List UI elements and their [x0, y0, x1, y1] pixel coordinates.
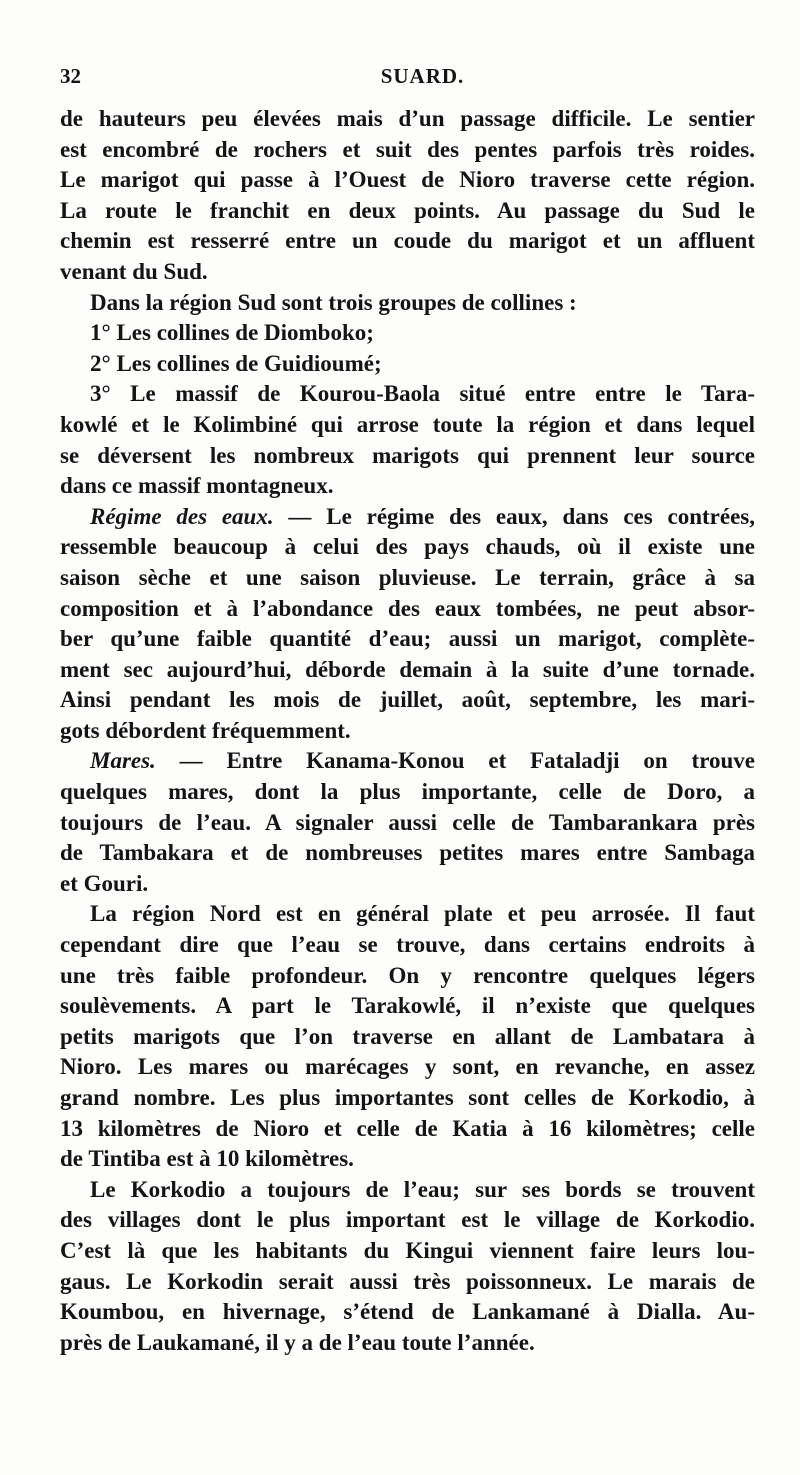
- text-line: [60, 1144, 755, 1175]
- text-line: [60, 165, 755, 196]
- text-line: [60, 594, 755, 625]
- line-text: kowlé et le Kolimbiné qui arrose toute la région et dans lequel: [60, 411, 755, 437]
- text-line: [60, 716, 755, 747]
- page-number: 32: [60, 64, 81, 88]
- text-line: [60, 104, 755, 135]
- line-text: 1° Les collines de Diomboko;: [90, 320, 374, 346]
- line-text: soulèvements. A part le Tarakowlé, il n’existe que quelques: [60, 993, 755, 1019]
- line-text: gaus. Le Korkodin serait aussi très poissonneux. Le marais de: [60, 1268, 755, 1294]
- section-heading: Régime des eaux.: [90, 503, 274, 529]
- text-line: [60, 746, 755, 777]
- text-line: [60, 1175, 755, 1206]
- text-line: [60, 899, 755, 930]
- text-line: [60, 1114, 755, 1145]
- text-line: [60, 318, 755, 349]
- line-text: ressemble beaucoup à celui des pays chauds, où il existe une: [60, 534, 755, 560]
- line-text: — Le régime des eaux, dans ces contrées,: [273, 503, 756, 529]
- text-line: [60, 869, 755, 900]
- line-text: La route le franchit en deux points. Au passage du Sud le: [60, 197, 755, 223]
- line-text: Dans la région Sud sont trois groupes de collines :: [90, 289, 577, 315]
- text-line: [60, 196, 755, 227]
- line-text: dans ce massif montagneux.: [60, 473, 334, 499]
- page-header: [60, 64, 755, 94]
- text-line: [60, 991, 755, 1022]
- line-text: de Tambakara et de nombreuses petites mares entre Sambaga: [60, 840, 755, 866]
- line-text: La région Nord est en général plate et peu arrosée. Il faut: [90, 901, 755, 927]
- text-line: [60, 257, 755, 288]
- line-text: petits marigots que l’on traverse en allant de Lambatara à: [60, 1023, 755, 1049]
- line-text: Ainsi pendant les mois de juillet, août, septembre, les mari-: [60, 687, 755, 713]
- line-text: C’est là que les habitants du Kingui viennent faire leurs lou-: [60, 1237, 755, 1263]
- text-line: [60, 685, 755, 716]
- text-line: [60, 930, 755, 961]
- line-text: de hauteurs peu élevées mais d’un passage difficile. Le sentier: [60, 106, 755, 131]
- text-line: [60, 563, 755, 594]
- text-line: [60, 471, 755, 502]
- text-line: [60, 624, 755, 655]
- line-text: de Tintiba est à 10 kilomètres.: [60, 1146, 354, 1172]
- line-text: grand nombre. Les plus importantes sont celles de Korkodio, à: [60, 1085, 755, 1110]
- line-text: gots débordent fréquemment.: [60, 717, 351, 743]
- text-line: [60, 1328, 755, 1359]
- text-line: [60, 1297, 755, 1328]
- text-line: [60, 808, 755, 839]
- line-text: des villages dont le plus important est le village de Korkodio.: [60, 1207, 755, 1233]
- text-line: [60, 532, 755, 563]
- line-text: se déversent les nombreux marigots qui prennent leur source: [60, 442, 755, 468]
- line-text: et Gouri.: [60, 870, 149, 896]
- text-line: [60, 1267, 755, 1298]
- text-line: [60, 226, 755, 257]
- text-line: [60, 410, 755, 441]
- line-text: 13 kilomètres de Nioro et celle de Katia à 16 kilomètres; celle: [60, 1115, 755, 1141]
- text-line: [60, 1083, 755, 1114]
- line-text: Koumbou, en hivernage, s’étend de Lankamané à Dialla. Au-: [60, 1299, 755, 1325]
- text-line: [60, 288, 755, 319]
- line-text: venant du Sud.: [60, 258, 208, 284]
- text-line: [60, 1236, 755, 1267]
- line-text: cependant dire que l’eau se trouve, dans certains endroits à: [60, 932, 755, 958]
- text-line: [60, 379, 755, 410]
- line-text: Le marigot qui passe à l’Ouest de Nioro traverse cette région.: [60, 167, 755, 193]
- body-text: [60, 104, 755, 1358]
- text-line: [60, 441, 755, 472]
- line-text: quelques mares, dont la plus importante, celle de Doro, a: [60, 779, 755, 805]
- line-text: est encombré de rochers et suit des pentes parfois très roides.: [60, 136, 755, 162]
- section-heading: Mares.: [90, 748, 156, 774]
- line-text: près de Laukamané, il y a de l’eau toute l’année.: [60, 1329, 535, 1355]
- line-text: 3° Le massif de Kourou-Baola situé entre entre le Tara-: [90, 381, 755, 407]
- line-text: Le Korkodio a toujours de l’eau; sur ses bords se trouvent: [90, 1176, 755, 1202]
- text-line: [60, 961, 755, 992]
- line-text: toujours de l’eau. A signaler aussi celle de Tambarankara près: [60, 809, 755, 835]
- text-line: [60, 502, 755, 533]
- line-text: composition et à l’abondance des eaux tombées, ne peut absor-: [60, 595, 755, 621]
- line-text: ment sec aujourd’hui, déborde demain à la suite d’une tornade.: [60, 656, 755, 682]
- line-text: 2° Les collines de Guidioumé;: [90, 350, 382, 376]
- text-line: [60, 349, 755, 380]
- text-line: [60, 838, 755, 869]
- line-text: — Entre Kanama-Konou et Fataladji on trouve: [155, 748, 755, 774]
- line-text: saison sèche et une saison pluvieuse. Le terrain, grâce à sa: [60, 564, 755, 590]
- text-line: [60, 135, 755, 166]
- line-text: ber qu’une faible quantité d’eau; aussi un marigot, complète-: [60, 626, 755, 652]
- text-line: [60, 1052, 755, 1083]
- line-text: une très faible profondeur. On y rencontre quelques légers: [60, 962, 755, 988]
- text-line: [60, 655, 755, 686]
- line-text: Nioro. Les mares ou marécages y sont, en revanche, en assez: [60, 1054, 755, 1080]
- running-head: SUARD.: [380, 64, 465, 88]
- text-line: [60, 1022, 755, 1053]
- text-line: [60, 777, 755, 808]
- line-text: chemin est resserré entre un coude du marigot et un affluent: [60, 228, 755, 254]
- text-line: [60, 1205, 755, 1236]
